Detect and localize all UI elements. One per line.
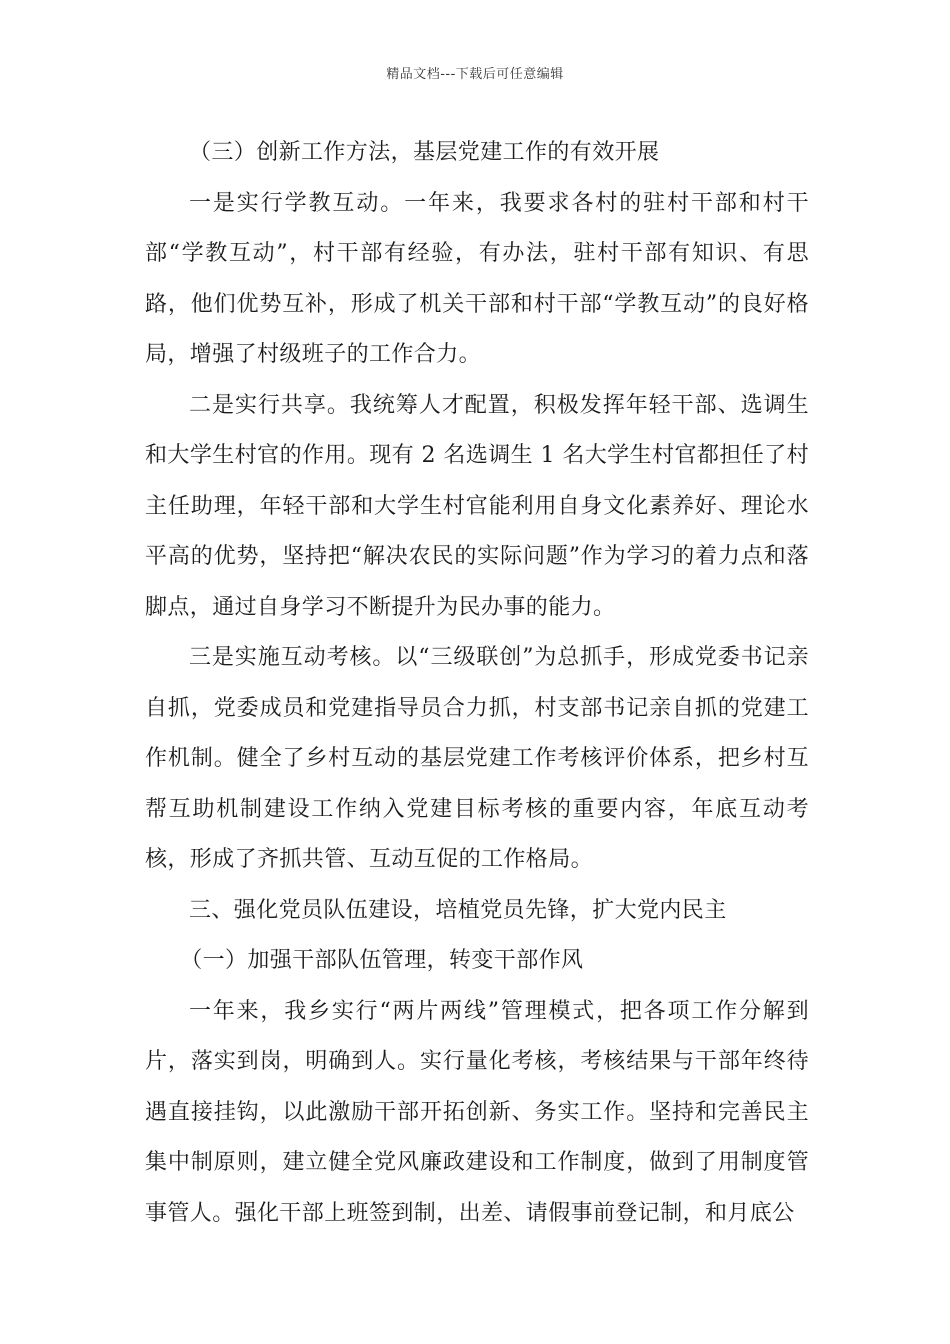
- paragraph-management-mode: 一年来，我乡实行“两片两线”管理模式，把各项工作分解到片，落实到岗，明确到人。实行量化考核，考核结果与干部年终待遇直接挂钩，以此激励干部开拓创新、务实工作。坚持和完善民主集中制原则，建立健全党风廉政建设和工作制度，做到了用制度管事管人。强化干部上班签到制，出差、请假事前登记制，和月底公: [145, 998, 809, 1226]
- page-header: 精品文档---下载后可任意编辑: [386, 67, 564, 82]
- paragraph-learning-interaction: 一是实行学教互动。一年来，我要求各村的驻村干部和村干部“学教互动”，村干部有经验，有办法，驻村干部有知识、有思路，他们优势互补，形成了机关干部和村干部“学教互动”的良好格局，增强了村级班子的工作合力。: [145, 190, 809, 367]
- section-heading-3-method: （三）创新工作方法，基层党建工作的有效开展: [189, 140, 660, 165]
- paragraph-sharing: 二是实行共享。我统筹人才配置，积极发挥年轻干部、选调生和大学生村官的作用。现有 2 名选调生 1 名大学生村官都担任了村主任助理，年轻干部和大学生村官能利用自身文化素养好、理论水平高的优势，坚持把“解决农民的实际问题”作为学习的着力点和落脚点，通过自身学习不断提升为民办事的能力。: [145, 392, 809, 620]
- paragraph-interactive-assessment: 三是实施互动考核。以“三级联创”为总抓手，形成党委书记亲自抓，党委成员和党建指导员合力抓，村支部书记亲自抓的党建工作机制。健全了乡村互动的基层党建工作考核评价体系，把乡村互帮互助机制建设工作纳入党建目标考核的重要内容，年底互动考核，形成了齐抓共管、互动互促的工作格局。: [145, 645, 809, 872]
- document-body: [145, 128, 809, 1239]
- subsection-heading-1: （一）加强干部队伍管理，转变干部作风: [180, 948, 584, 973]
- section-heading-three: 三、强化党员队伍建设，培植党员先锋，扩大党内民主: [189, 897, 727, 923]
